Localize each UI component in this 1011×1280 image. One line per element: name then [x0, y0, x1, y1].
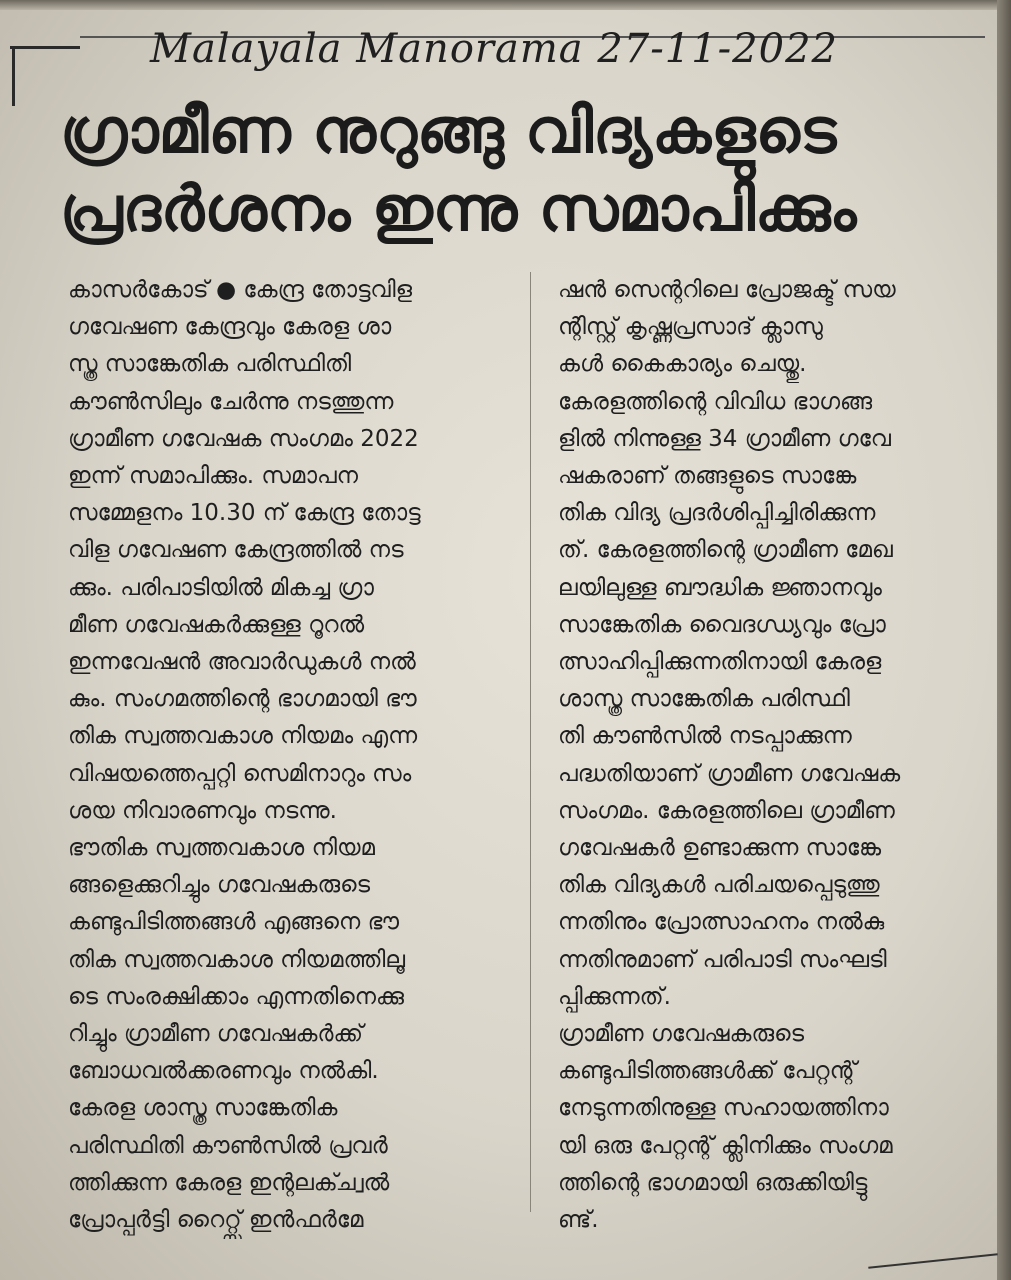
article-line: പ്രോപ്പർട്ടി റൈറ്റ്സ് ഇൻഫർമേ	[68, 1207, 364, 1234]
article-line: കും. സംഗമത്തിന്റെ ഭാഗമായി ഭൗ	[68, 686, 417, 713]
article-line: ശയ നിവാരണവും നടന്നു.	[68, 797, 337, 824]
article-column-right	[558, 272, 984, 1239]
article-line: ത്തിന്റെ ഭാഗമായി ഒരുക്കിയിട്ടു	[558, 1169, 868, 1196]
article-line: ന്നതിനും പ്രോത്സാഹനം നൽകു	[558, 909, 885, 936]
article-line: കൾ കൈകാര്യം ചെയ്തു.	[558, 351, 807, 378]
article-line: ലയിലുള്ള ബൗദ്ധിക ജ്ഞാനവും	[558, 574, 882, 601]
headline-line-2: പ്രദർശനം ഇന്നു സമാപിക്കും	[60, 172, 857, 245]
article-line: ഗവേഷണ കേന്ദ്രവും കേരള ശാ	[68, 314, 392, 341]
article-line: പദ്ധതിയാണ് ഗ്രാമീണ ഗവേഷക	[558, 760, 901, 787]
article-line: കണ്ടുപിടിത്തങ്ങൾ എങ്ങനെ ഭൗ	[68, 909, 400, 936]
article-line: ഇന്ന് സമാപിക്കും. സമാപന	[68, 463, 358, 490]
photo-top-edge	[0, 0, 1011, 10]
ink-bracket-horizontal	[10, 46, 80, 49]
article-line: കണ്ടുപിടിത്തങ്ങൾക്ക് പേറ്റന്റ്	[558, 1058, 857, 1085]
article-line: ഷകരാണ് തങ്ങളുടെ സാങ്കേ	[558, 463, 857, 490]
article-line: യി ഒരു പേറ്റന്റ് ക്ലിനിക്കും സംഗമ	[558, 1132, 893, 1159]
article-line: കേരള ശാസ്ത്ര സാങ്കേതിക	[68, 1095, 338, 1122]
headline-line-1: ഗ്രാമീണ നുറുങ്ങു വിദ്യകളുടെ	[60, 94, 837, 167]
article-line: കേരളത്തിന്റെ വിവിധ ഭാഗങ്ങ	[558, 388, 873, 415]
article-line: ന്റിസ്റ്റ് കൃഷ്ണപ്രസാദ് ക്ലാസു	[558, 314, 823, 341]
article-line: ണ്ട്.	[558, 1207, 599, 1234]
article-line: തി കൗൺസിൽ നടപ്പാക്കുന്ന	[558, 723, 852, 750]
article-line: ഗവേഷകർ ഉണ്ടാക്കുന്ന സാങ്കേ	[558, 835, 882, 862]
article-line: തിക വിദ്യകൾ പരിചയപ്പെടുത്തു	[558, 872, 880, 899]
article-line: ഭൗതിക സ്വത്തവകാശ നിയമ	[68, 835, 375, 862]
article-line: ത്സാഹിപ്പിക്കുന്നതിനായി കേരള	[558, 649, 882, 676]
article-line: പ്പിക്കുന്നത്.	[558, 983, 671, 1010]
article-line: വിള ഗവേഷണ കേന്ദ്രത്തിൽ നട	[68, 537, 404, 564]
article-line: ടെ സംരക്ഷിക്കാം എന്നതിനെക്കു	[68, 983, 404, 1010]
article-line: സമ്മേളനം 10.30 ന് കേന്ദ്ര തോട്ട	[68, 500, 421, 527]
article-line: കൗൺസിലും ചേർന്നു നടത്തുന്ന	[68, 388, 394, 415]
article-line: ത്തിക്കുന്ന കേരള ഇന്റലക്ച്വൽ	[68, 1169, 390, 1196]
article-line: ശാസ്ത്ര സാങ്കേതിക പരിസ്ഥി	[558, 686, 850, 713]
article-line: തിക വിദ്യ പ്രദർശിപ്പിച്ചിരിക്കുന്ന	[558, 500, 876, 527]
article-column-left	[68, 272, 508, 1239]
article-line: മീണ ഗവേഷകർക്കുള്ള റൂറൽ	[68, 611, 365, 638]
photo-right-edge	[997, 0, 1011, 1280]
article-line: വിഷയത്തെപ്പറ്റി സെമിനാറും സം	[68, 760, 412, 787]
article-line: ന്നതിനുമാണ് പരിപാടി സംഘടി	[558, 946, 887, 973]
article-line: ഷൻ സെന്ററിലെ പ്രോജക്ട് സയ	[558, 277, 896, 303]
article-line: റിച്ചും ഗ്രാമീണ ഗവേഷകർക്ക്	[68, 1021, 364, 1048]
article-line: ഇന്നവേഷൻ അവാർഡുകൾ നൽ	[68, 649, 416, 676]
article-line: ക്കും. പരിപാടിയിൽ മികച്ച ഗ്രാ	[68, 574, 374, 601]
ink-bracket-vertical	[12, 48, 15, 106]
column-divider	[530, 272, 531, 1212]
article-line: സംഗമം. കേരളത്തിലെ ഗ്രാമീണ	[558, 797, 895, 824]
article-line: ഗ്രാമീണ ഗവേഷക സംഗമം 2022	[68, 425, 419, 452]
article-line: ബോധവൽക്കരണവും നൽകി.	[68, 1058, 379, 1085]
article-line: ങ്ങളെക്കുറിച്ചും ഗവേഷകരുടെ	[68, 872, 371, 899]
article-line: തിക സ്വത്തവകാശ നിയമം എന്ന	[68, 723, 418, 750]
article-line: നേടുന്നതിനുള്ള സഹായത്തിനാ	[558, 1095, 889, 1122]
article-line: കാസർകോട് ● കേന്ദ്ര തോട്ടവിള	[68, 277, 413, 303]
article-line: സ്ത്ര സാങ്കേതിക പരിസ്ഥിതി	[68, 351, 352, 378]
article-line: സാങ്കേതിക വൈദഗ്ധ്യവും പ്രോ	[558, 611, 886, 638]
article-line: തിക സ്വത്തവകാശ നിയമത്തിലൂ	[68, 946, 406, 973]
handwritten-note: Malayala Manorama 27-11-2022	[150, 26, 838, 72]
article-line: ഗ്രാമീണ ഗവേഷകരുടെ	[558, 1021, 805, 1048]
article-line: പരിസ്ഥിതി കൗൺസിൽ പ്രവർ	[68, 1132, 388, 1159]
headline	[60, 92, 940, 248]
article-line: ത്. കേരളത്തിന്റെ ഗ്രാമീണ മേഖ	[558, 537, 893, 564]
article-line: ളിൽ നിന്നുള്ള 34 ഗ്രാമീണ ഗവേ	[558, 425, 891, 452]
